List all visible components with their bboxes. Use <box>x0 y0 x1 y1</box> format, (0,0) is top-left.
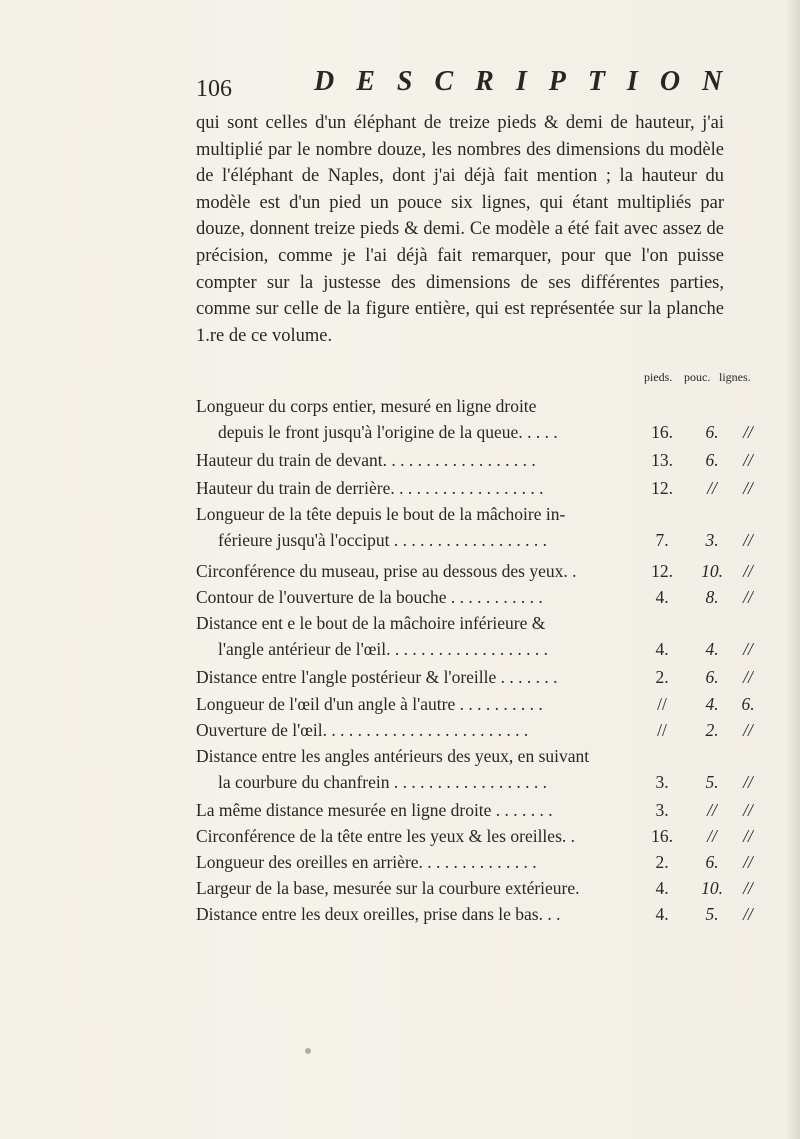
value-pouces: 6. <box>705 450 719 470</box>
table-row <box>196 798 756 824</box>
measurement-label-continued: la courbure du chanfrein . . . . . . . . . . . . . . . . . . <box>218 772 548 792</box>
value-lignes: // <box>743 422 753 442</box>
value-pouces: // <box>707 800 717 820</box>
column-header-pouces: pouc. <box>684 370 711 384</box>
measurement-label: Distance ent e le bout de la mâchoire inférieure & <box>196 613 546 633</box>
value-pouces: 8. <box>705 587 719 607</box>
measurement-label: Contour de l'ouverture de la bouche . . . . . . . . . . . <box>196 587 543 607</box>
value-lignes: // <box>743 587 753 607</box>
value-pouces: 6. <box>705 852 719 872</box>
running-title: DESCRIPTION <box>314 66 745 97</box>
value-lignes: // <box>743 561 753 581</box>
column-header-lignes: lignes. <box>719 370 751 384</box>
table-row <box>196 665 756 691</box>
value-pieds: // <box>657 694 667 714</box>
value-lignes: // <box>743 878 753 898</box>
table-row <box>196 559 756 585</box>
table-row <box>196 902 756 928</box>
value-pieds: 4. <box>655 587 669 607</box>
measurement-label: Ouverture de l'œil. . . . . . . . . . . . . . . . . . . . . . . . <box>196 720 529 740</box>
value-pouces: 5. <box>705 772 719 792</box>
ink-spot <box>305 1048 311 1054</box>
table-row <box>196 476 756 502</box>
measurement-label: Hauteur du train de derrière. . . . . . . . . . . . . . . . . . <box>196 478 544 498</box>
value-lignes: // <box>743 478 753 498</box>
value-lignes: // <box>743 826 753 846</box>
measurement-label: Hauteur du train de devant. . . . . . . . . . . . . . . . . . <box>196 450 536 470</box>
value-lignes: // <box>743 720 753 740</box>
table-row <box>196 824 756 850</box>
value-lignes: // <box>743 530 753 550</box>
value-lignes: // <box>743 852 753 872</box>
measurement-label: Longueur des oreilles en arrière. . . . . . . . . . . . . . <box>196 852 537 872</box>
value-pieds: 16. <box>651 422 673 442</box>
table-row <box>196 448 756 474</box>
value-pieds: 4. <box>655 639 669 659</box>
value-pieds: 16. <box>651 826 673 846</box>
value-pouces: 10. <box>701 561 723 581</box>
table-row <box>196 718 756 744</box>
value-pouces: 4. <box>705 639 719 659</box>
value-pieds: 4. <box>655 878 669 898</box>
column-header-pieds: pieds. <box>644 370 673 384</box>
value-pouces: 5. <box>705 904 719 924</box>
value-pieds: 13. <box>651 450 673 470</box>
value-pieds: 3. <box>655 772 669 792</box>
value-pouces: // <box>707 826 717 846</box>
measurement-label: Distance entre l'angle postérieur & l'oreille . . . . . . . <box>196 667 558 687</box>
measurement-label: Circonférence de la tête entre les yeux & les oreilles. . <box>196 826 576 846</box>
value-pieds: 3. <box>655 800 669 820</box>
measurement-label: La même distance mesurée en ligne droite . . . . . . . <box>196 800 553 820</box>
value-pieds: 12. <box>651 478 673 498</box>
value-pieds: 2. <box>655 852 669 872</box>
value-lignes: // <box>743 639 753 659</box>
measurement-label: Longueur de la tête depuis le bout de la mâchoire in- <box>196 504 566 524</box>
table-row <box>196 585 756 611</box>
measurement-label: Longueur de l'œil d'un angle à l'autre . . . . . . . . . . <box>196 694 543 714</box>
page-number: 106 <box>196 76 232 102</box>
value-pouces: 6. <box>705 422 719 442</box>
value-lignes: // <box>743 667 753 687</box>
value-pouces: 10. <box>701 878 723 898</box>
measurement-label-continued: depuis le front jusqu'à l'origine de la queue. . . . . <box>218 422 558 442</box>
value-pouces: 2. <box>705 720 719 740</box>
value-pieds: 7. <box>655 530 669 550</box>
value-lignes: // <box>743 772 753 792</box>
measurement-label-continued: férieure jusqu'à l'occiput . . . . . . . . . . . . . . . . . . <box>218 530 548 550</box>
table-row <box>196 611 756 663</box>
table-row <box>196 502 756 554</box>
value-lignes: // <box>743 800 753 820</box>
value-lignes: 6. <box>741 694 755 714</box>
measurement-label: Largeur de la base, mesurée sur la courbure extérieure. <box>196 878 580 898</box>
measurement-label: Distance entre les deux oreilles, prise dans le bas. . . <box>196 904 561 924</box>
value-pieds: // <box>657 720 667 740</box>
body-paragraph: qui sont celles d'un éléphant de treize pieds & demi de hauteur, j'ai multiplié par le nombre douze, les nombres des dimensions du modèle de l'éléphant de Naples, dont j'ai déjà fait mention ; la hauteur du modèle est d'un pied un pouce six lignes, qui étant multipliés par douze, donnent treize pieds & demi. Ce modèle a été fait avec assez de précision, comme je l'ai déjà fait remarquer, pour que l'on puisse compter sur la justesse des dimensions de ses différentes parties, comme sur celle de la figure entière, qui est représentée sur la planche 1.re de ce volume. <box>196 113 724 346</box>
value-pieds: 12. <box>651 561 673 581</box>
table-row <box>196 744 756 796</box>
value-lignes: // <box>743 450 753 470</box>
value-lignes: // <box>743 904 753 924</box>
value-pouces: 3. <box>705 530 719 550</box>
measurement-label: Distance entre les angles antérieurs des yeux, en suivant <box>196 746 590 766</box>
measurement-label: Longueur du corps entier, mesuré en ligne droite <box>196 396 537 416</box>
table-row <box>196 692 756 718</box>
value-pouces: 6. <box>705 667 719 687</box>
measurement-label-continued: l'angle antérieur de l'œil. . . . . . . . . . . . . . . . . . . <box>218 639 548 659</box>
value-pieds: 4. <box>655 904 669 924</box>
table-row <box>196 394 756 446</box>
table-row <box>196 876 756 902</box>
value-pouces: 4. <box>705 694 719 714</box>
table-row <box>196 850 756 876</box>
measurement-label: Circonférence du museau, prise au dessous des yeux. . <box>196 561 577 581</box>
value-pieds: 2. <box>655 667 669 687</box>
value-pouces: // <box>707 478 717 498</box>
